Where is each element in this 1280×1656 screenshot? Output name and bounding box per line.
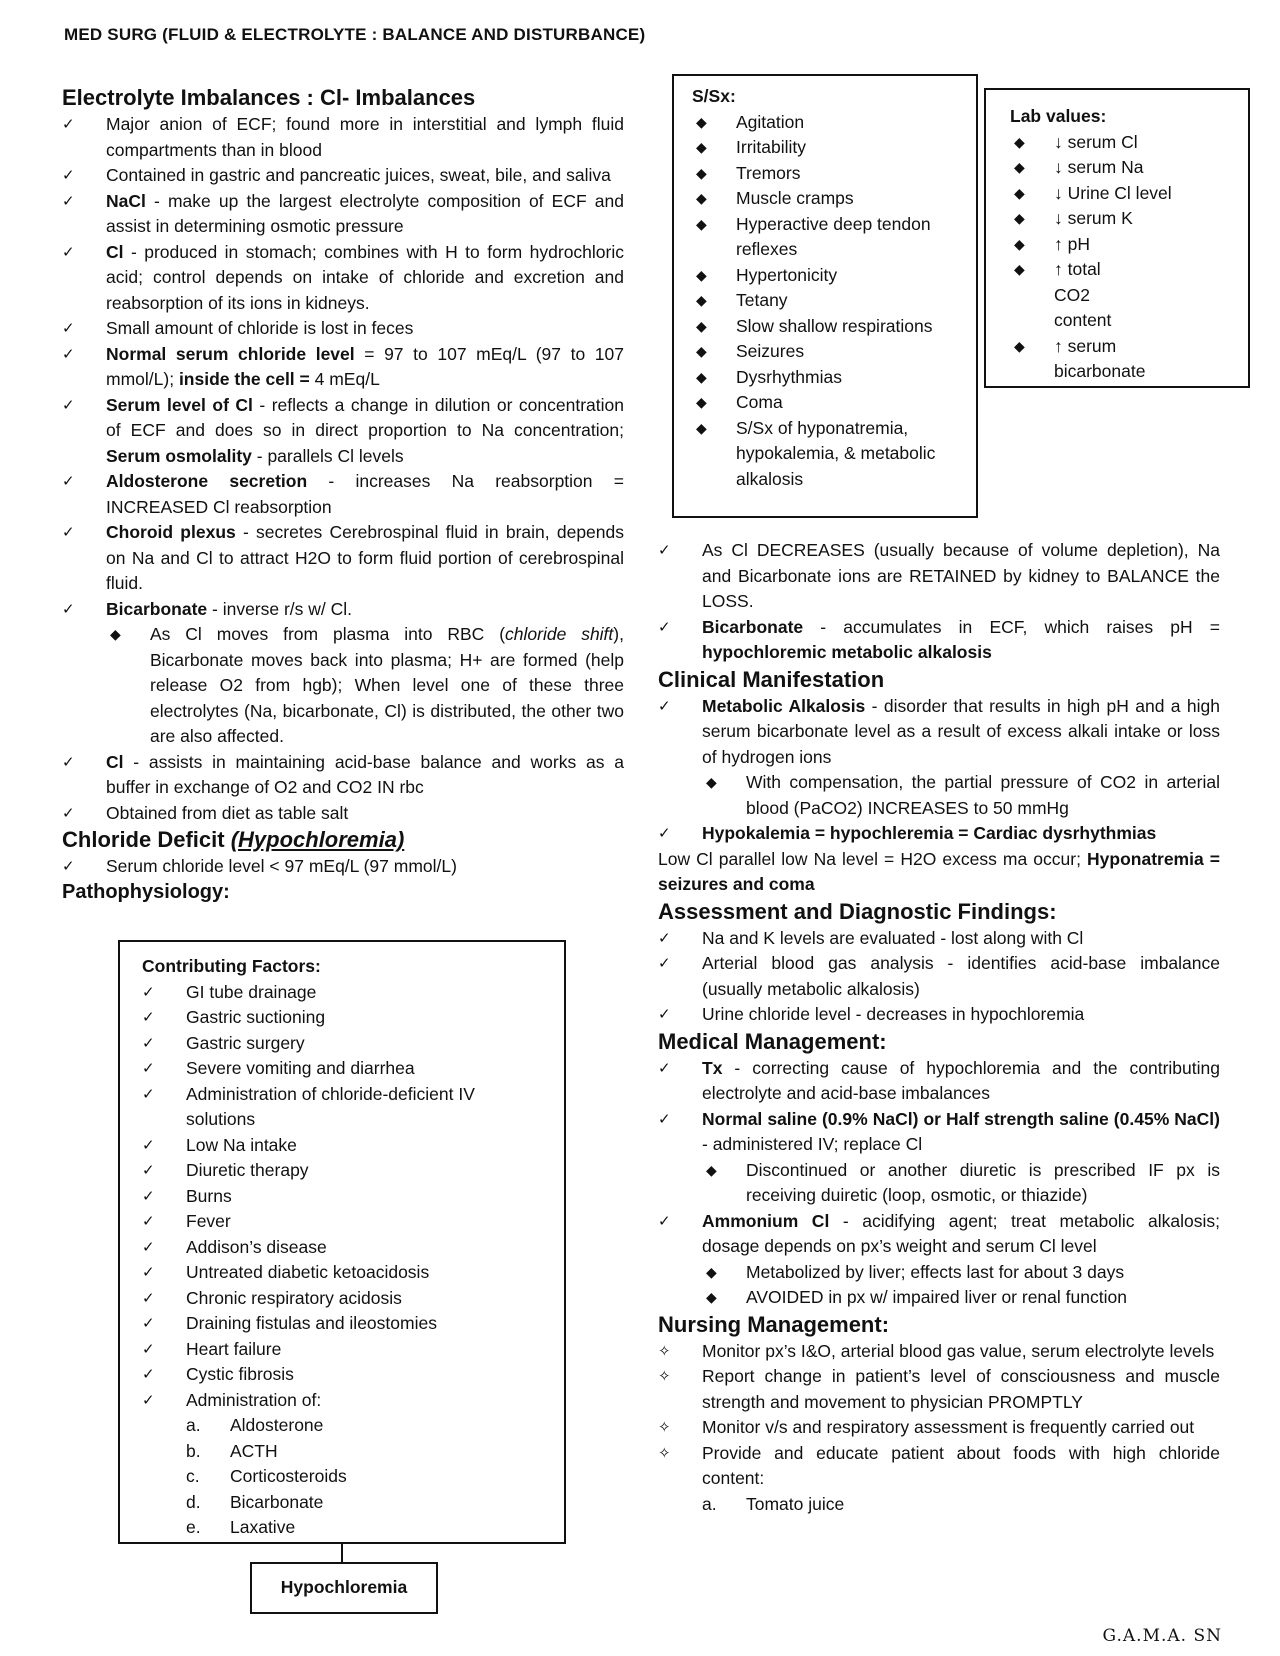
diamond-bullet-icon: ◆ <box>696 368 707 385</box>
flow-connector-line <box>341 1544 343 1563</box>
check-icon: ✓ <box>142 1009 155 1026</box>
diamond-bullet-icon: ◆ <box>696 215 707 232</box>
section-heading-chloride-deficit: Chloride Deficit (Hypochloremia) <box>62 827 405 852</box>
medical-management-list <box>658 1056 1220 1311</box>
list-item: ✓ Gastric suctioning <box>142 1005 564 1031</box>
list-item: ✓ Cl - assists in maintaining acid-base balance and works as a buffer in exchange of O2 and CO2 IN rbc <box>62 751 624 797</box>
diamond-bullet-icon: ◆ <box>696 266 707 283</box>
check-icon: ✓ <box>658 1212 671 1230</box>
check-icon: ✓ <box>62 167 75 184</box>
check-icon: ✓ <box>658 618 671 636</box>
administration-sublist <box>142 1413 564 1541</box>
list-item: ◆ ↓ Urine Cl level <box>1010 181 1234 207</box>
list-item: ✓ Tx - correcting cause of hypochloremia and the contributing electrolyte and acid-base imbalances <box>658 1057 1220 1103</box>
hollow-diamond-icon: ✧ <box>658 1419 671 1436</box>
box-title: Lab values: <box>1010 106 1107 126</box>
check-icon: ✓ <box>658 1006 671 1023</box>
list-item: ✧ Monitor v/s and respiratory assessment is frequently carried out <box>658 1415 1220 1441</box>
check-icon: ✓ <box>62 345 75 363</box>
ammonium-sublist <box>702 1260 1220 1311</box>
list-item: a. Aldosterone <box>186 1415 324 1435</box>
list-item: ✓ Metabolic Alkalosis - disorder that results in high pH and a high serum bicarbonate level as a result of excess alkali intake or loss of hydrogen ions ◆ With compensation, the partial pressure of CO2 in arterial blood (PaCO2) INCREASES to 50 mmHg <box>658 694 1220 822</box>
diamond-bullet-icon: ◆ <box>1014 133 1025 150</box>
hollow-diamond-icon: ✧ <box>658 1368 671 1385</box>
check-icon: ✓ <box>142 983 155 1001</box>
list-item: ✧ Report change in patient’s level of consciousness and muscle strength and movement to physician PROMPTLY <box>658 1366 1220 1412</box>
list-item: c. Corticosteroids <box>186 1466 347 1486</box>
diamond-bullet-icon: ◆ <box>696 190 707 206</box>
list-item: ◆ ↓ serum K <box>1010 206 1234 232</box>
clinical-list <box>658 694 1220 847</box>
list-item: ✓ Aldosterone secretion - increases Na reabsorption = INCREASED Cl reabsorption <box>62 471 624 517</box>
list-item: ✓ Urine chloride level - decreases in hypochloremia <box>658 1002 1220 1028</box>
hollow-diamond-icon: ✧ <box>658 1444 671 1462</box>
diamond-bullet-icon: ◆ <box>706 1161 717 1178</box>
clinical-sublist <box>702 770 1220 821</box>
lab-values-list <box>1010 130 1172 385</box>
diamond-bullet-icon: ◆ <box>696 292 707 308</box>
check-icon: ✓ <box>142 1060 155 1077</box>
list-item: ◆ S/Sx of hyponatremia, hypokalemia, & metabolic alkalosis <box>696 417 936 489</box>
list-item: ◆ Coma <box>692 390 976 416</box>
diamond-bullet-icon: ◆ <box>1014 184 1025 201</box>
list-item: ✧ Monitor px’s I&O, arterial blood gas value, serum electrolyte levels <box>658 1339 1220 1365</box>
list-item: ✓ Addison’s disease <box>142 1235 564 1261</box>
list-item: ✓ Administration of chloride-deficient IV solutions <box>142 1083 475 1129</box>
diamond-bullet-icon: ◆ <box>1014 159 1025 175</box>
deficit-mechanism-list <box>658 538 1220 666</box>
list-item: ◆ Metabolized by liver; effects last for about 3 days <box>702 1260 1220 1286</box>
list-item: ◆ Discontinued or another diuretic is prescribed IF px is receiving duiretic (loop, osmotic, or thiazide) <box>706 1159 1220 1205</box>
list-item: ✓ Normal serum chloride level = 97 to 107 mEq/L (97 to 107 mmol/L); inside the cell = 4 mEq/L <box>62 343 624 389</box>
list-item: ✓ Choroid plexus - secretes Cerebrospinal fluid in brain, depends on Na and Cl to attract H2O to form fluid portion of cerebrospinal fluid. <box>62 522 624 593</box>
factors-list <box>142 980 564 1541</box>
list-item: ✓ Low Na intake <box>142 1133 564 1159</box>
list-item: ✓ Administration of: a. Aldosterone b. ACTH c. Corticosteroids d. Bicarbonate e. Laxative <box>142 1388 564 1541</box>
nursing-management-list <box>658 1339 1220 1518</box>
list-item: ✓ Untreated diabetic ketoacidosis <box>142 1260 564 1286</box>
cl-facts-list <box>62 112 624 826</box>
list-item: ✓ Bicarbonate - accumulates in ECF, which raises pH = hypochloremic metabolic alkalosis <box>658 616 1220 662</box>
check-icon: ✓ <box>142 1391 155 1409</box>
list-item: a. Tomato juice <box>702 1493 845 1514</box>
diamond-bullet-icon: ◆ <box>696 419 707 436</box>
check-icon: ✓ <box>62 192 75 210</box>
check-icon: ✓ <box>658 929 671 947</box>
check-icon: ✓ <box>142 1315 155 1332</box>
diamond-bullet-icon: ◆ <box>706 774 717 790</box>
diamond-bullet-icon: ◆ <box>1014 235 1025 252</box>
diamond-bullet-icon: ◆ <box>696 139 707 155</box>
page-header: MED SURG (FLUID & ELECTROLYTE : BALANCE AND DISTURBANCE) <box>64 25 646 44</box>
right-column <box>658 538 1220 1517</box>
list-item: ✓ Obtained from diet as table salt <box>62 801 624 827</box>
list-item: ◆ ↓ serum Cl <box>1010 130 1234 156</box>
section-heading-pathophysiology: Pathophysiology: <box>62 880 230 903</box>
list-item: ✓ Ammonium Cl - acidifying agent; treat metabolic alkalosis; dosage depends on px’s weight and serum Cl level ◆ Metabolized by liver; effects last for about 3 days ◆ AVOIDED in px w/ impaired liver or renal function <box>658 1209 1220 1311</box>
list-item: e. Laxative <box>186 1517 296 1537</box>
assessment-list <box>658 926 1220 1028</box>
list-item: ✓ Cl - produced in stomach; combines with H to form hydrochloric acid; control depends on intake of chloride and excretion and reabsorption of its ions in kidneys. <box>62 241 624 313</box>
section-heading-medical-management: Medical Management: <box>658 1028 887 1054</box>
list-item: ✓ Small amount of chloride is lost in feces <box>62 316 624 342</box>
check-icon: ✓ <box>658 542 671 559</box>
saline-sublist <box>702 1158 1220 1209</box>
section-heading-cl-imbalances: Electrolyte Imbalances : Cl- Imbalances <box>62 85 476 110</box>
list-item: ✓ Arterial blood gas analysis - identifies acid-base imbalance (usually metabolic alkalosis) <box>658 953 1220 999</box>
check-icon: ✓ <box>142 1136 155 1154</box>
list-item: ✓ Contained in gastric and pancreatic juices, sweat, bile, and saliva <box>62 163 624 189</box>
list-item: ✓ Serum level of Cl - reflects a change in dilution or concentration of ECF and does so in direct proportion to Na concentration; Serum osmolality - parallels Cl levels <box>62 394 624 466</box>
bicarbonate-sublist <box>106 622 624 750</box>
check-icon: ✓ <box>62 600 75 618</box>
list-item: ✓ Serum chloride level < 97 mEq/L (97 mmol/L) <box>62 854 624 880</box>
list-item: ✓ Draining fistulas and ileostomies <box>142 1311 564 1337</box>
list-item: ✓ Na and K levels are evaluated - lost along with Cl <box>658 926 1220 952</box>
list-item: ◆ With compensation, the partial pressure of CO2 in arterial blood (PaCO2) INCREASES to 50 mmHg <box>706 772 1220 818</box>
section-heading-clinical-manifestation: Clinical Manifestation <box>658 666 885 692</box>
diamond-bullet-icon: ◆ <box>696 164 707 181</box>
check-icon: ✓ <box>658 955 671 972</box>
check-icon: ✓ <box>658 825 671 842</box>
list-item: ✓ Normal saline (0.9% NaCl) or Half strength saline (0.45% NaCl) - administered IV; replace Cl ◆ Discontinued or another diuretic is prescribed IF px is receiving duiretic (loop, osmotic, or thiazide) <box>658 1107 1220 1209</box>
list-item: ◆ ↑ pH <box>1010 232 1234 258</box>
check-icon: ✓ <box>62 320 75 337</box>
box-title: Contributing Factors: <box>142 956 321 976</box>
check-icon: ✓ <box>62 753 75 771</box>
diamond-bullet-icon: ◆ <box>696 317 707 334</box>
diamond-bullet-icon: ◆ <box>696 113 707 130</box>
list-item: ✓ GI tube drainage <box>142 980 564 1006</box>
list-item: ◆ Dysrhythmias <box>692 365 976 391</box>
check-icon: ✓ <box>142 1034 155 1052</box>
check-icon: ✓ <box>142 1085 155 1103</box>
list-item: ✓ Burns <box>142 1184 564 1210</box>
list-item: ◆ ↑ serum bicarbonate <box>1014 335 1146 381</box>
list-item: ◆ Hypertonicity <box>692 263 976 289</box>
check-icon: ✓ <box>658 1059 671 1077</box>
foods-sublist <box>702 1492 1220 1518</box>
list-item: ✓ Severe vomiting and diarrhea <box>142 1056 564 1082</box>
check-icon: ✓ <box>62 396 75 414</box>
list-item: ◆ Seizures <box>692 339 976 365</box>
check-icon: ✓ <box>142 1366 155 1383</box>
section-heading-assessment: Assessment and Diagnostic Findings: <box>658 898 1057 924</box>
check-icon: ✓ <box>658 697 671 715</box>
signs-symptoms-box <box>672 74 978 518</box>
list-item: ◆ Agitation <box>692 110 976 136</box>
list-item: ✓ Diuretic therapy <box>142 1158 564 1184</box>
check-icon: ✓ <box>142 1213 155 1230</box>
check-icon: ✓ <box>62 524 75 541</box>
list-item: ◆ As Cl moves from plasma into RBC (chloride shift), Bicarbonate moves back into plasma; H+ are formed (help release O2 from hgb); When level one of these three electrolytes (Na, bicarbonate, Cl) is distributed, the other two are also affected. <box>110 624 624 746</box>
list-item: ✓ Heart failure <box>142 1337 564 1363</box>
diamond-bullet-icon: ◆ <box>110 626 121 642</box>
check-icon: ✓ <box>142 1162 155 1179</box>
check-icon: ✓ <box>142 1238 155 1256</box>
diamond-bullet-icon: ◆ <box>706 1289 717 1305</box>
hollow-diamond-icon: ✧ <box>658 1342 671 1360</box>
list-item: ✓ Major anion of ECF; found more in interstitial and lymph fluid compartments than in blood <box>62 114 624 160</box>
diamond-bullet-icon: ◆ <box>706 1263 717 1280</box>
list-item: ◆ Muscle cramps <box>692 186 976 212</box>
list-item: ✓ Gastric surgery <box>142 1031 564 1057</box>
check-icon: ✓ <box>62 116 75 133</box>
list-item: ◆ AVOIDED in px w/ impaired liver or renal function <box>702 1285 1220 1311</box>
list-item: ◆ Tremors <box>692 161 976 187</box>
list-item: ✓ Fever <box>142 1209 564 1235</box>
diamond-bullet-icon: ◆ <box>1014 210 1025 226</box>
check-icon: ✓ <box>142 1340 155 1358</box>
contributing-factors-box <box>118 940 566 1544</box>
check-icon: ✓ <box>62 243 75 261</box>
check-icon: ✓ <box>62 473 75 490</box>
list-item: ◆ Tetany <box>692 288 976 314</box>
clinical-paragraph: Low Cl parallel low Na level = H2O excess ma occur; Hyponatremia = seizures and coma <box>658 848 1220 894</box>
check-icon: ✓ <box>658 1110 671 1128</box>
list-item: d. Bicarbonate <box>186 1491 324 1512</box>
left-column <box>62 84 624 905</box>
list-item: ◆ Irritability <box>692 135 976 161</box>
check-icon: ✓ <box>142 1187 155 1205</box>
check-icon: ✓ <box>62 804 75 822</box>
list-item: ✓ Bicarbonate - inverse r/s w/ Cl. ◆ As Cl moves from plasma into RBC (chloride shift), Bicarbonate moves back into plasma; H+ are formed (help release O2 from hgb); When level one of these three electrolytes (Na, bicarbonate, Cl) is distributed, the other two are also affected. <box>62 597 624 750</box>
diamond-bullet-icon: ◆ <box>1014 337 1025 354</box>
check-icon: ✓ <box>142 1289 155 1307</box>
list-item: ✧ Provide and educate patient about foods with high chloride content: a. Tomato juice <box>658 1441 1220 1518</box>
deficit-list <box>62 854 624 880</box>
list-item: ◆ ↑ total CO2 content <box>1014 259 1112 330</box>
diamond-bullet-icon: ◆ <box>696 343 707 359</box>
author-signature: G.A.M.A. SN <box>1102 1626 1222 1646</box>
check-icon: ✓ <box>142 1264 155 1281</box>
diamond-bullet-icon: ◆ <box>1014 261 1025 277</box>
list-item: ◆ Hyperactive deep tendon reflexes <box>696 213 931 259</box>
list-item: ✓ NaCl - make up the largest electrolyte composition of ECF and assist in determining osmotic pressure <box>62 190 624 236</box>
list-item: ✓ Chronic respiratory acidosis <box>142 1286 564 1312</box>
list-item: ◆ Slow shallow respirations <box>692 314 976 340</box>
box-title: S/Sx: <box>692 86 736 106</box>
ssx-list <box>692 110 976 493</box>
check-icon: ✓ <box>62 858 75 875</box>
list-item: ◆ ↓ serum Na <box>1010 155 1234 181</box>
diamond-bullet-icon: ◆ <box>696 394 707 410</box>
list-item: ✓ Hypokalemia = hypochleremia = Cardiac dysrhythmias <box>658 821 1220 847</box>
list-item: ✓ As Cl DECREASES (usually because of volume depletion), Na and Bicarbonate ions are RETAINED by kidney to BALANCE the LOSS. <box>658 540 1220 611</box>
hypochloremia-result-box: Hypochloremia <box>250 1562 438 1614</box>
list-item: ✓ Cystic fibrosis <box>142 1362 564 1388</box>
section-heading-nursing-management: Nursing Management: <box>658 1311 890 1337</box>
list-item: b. ACTH <box>186 1440 278 1461</box>
lab-values-box <box>984 88 1250 388</box>
